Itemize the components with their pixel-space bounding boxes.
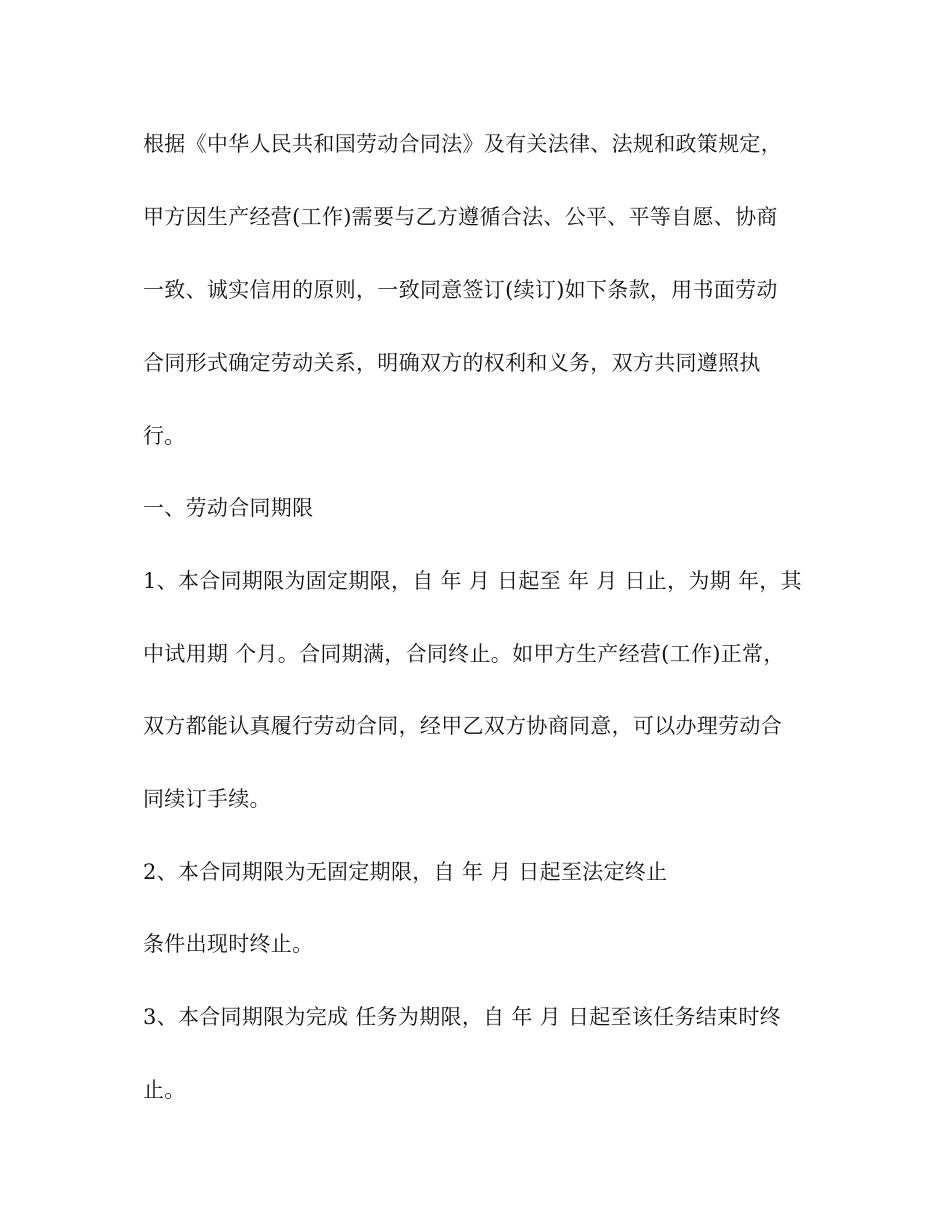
clause-line: 同续订手续。 <box>143 787 271 811</box>
clause-line: 2、本合同期限为无固定期限，自 年 月 日起至法定终止 <box>143 860 668 884</box>
paragraph-line: 行。 <box>143 424 186 448</box>
section-heading: 一、劳动合同期限 <box>143 496 314 520</box>
clause-line: 3、本合同期限为完成 任务为期限，自 年 月 日起至该任务结束时终 <box>143 1005 781 1029</box>
clause-line: 1、本合同期限为固定期限，自 年 月 日起至 年 月 日止，为期 年，其 <box>143 569 802 593</box>
paragraph-line: 甲方因生产经营(工作)需要与乙方遵循合法、公平、平等自愿、协商 <box>143 205 778 229</box>
clause-line: 条件出现时终止。 <box>143 932 314 956</box>
clause-line: 中试用期 个月。合同期满，合同终止。如甲方生产经营(工作)正常， <box>143 642 785 666</box>
clause-line: 双方都能认真履行劳动合同，经甲乙双方协商同意，可以办理劳动合 <box>143 714 782 738</box>
paragraph-line: 根据《中华人民共和国劳动合同法》及有关法律、法规和政策规定， <box>143 132 782 156</box>
paragraph-line: 合同形式确定劳动关系，明确双方的权利和义务，双方共同遵照执 <box>143 351 761 375</box>
clause-line: 止。 <box>143 1078 186 1102</box>
paragraph-line: 一致、诚实信用的原则，一致同意签订(续订)如下条款，用书面劳动 <box>143 278 778 302</box>
